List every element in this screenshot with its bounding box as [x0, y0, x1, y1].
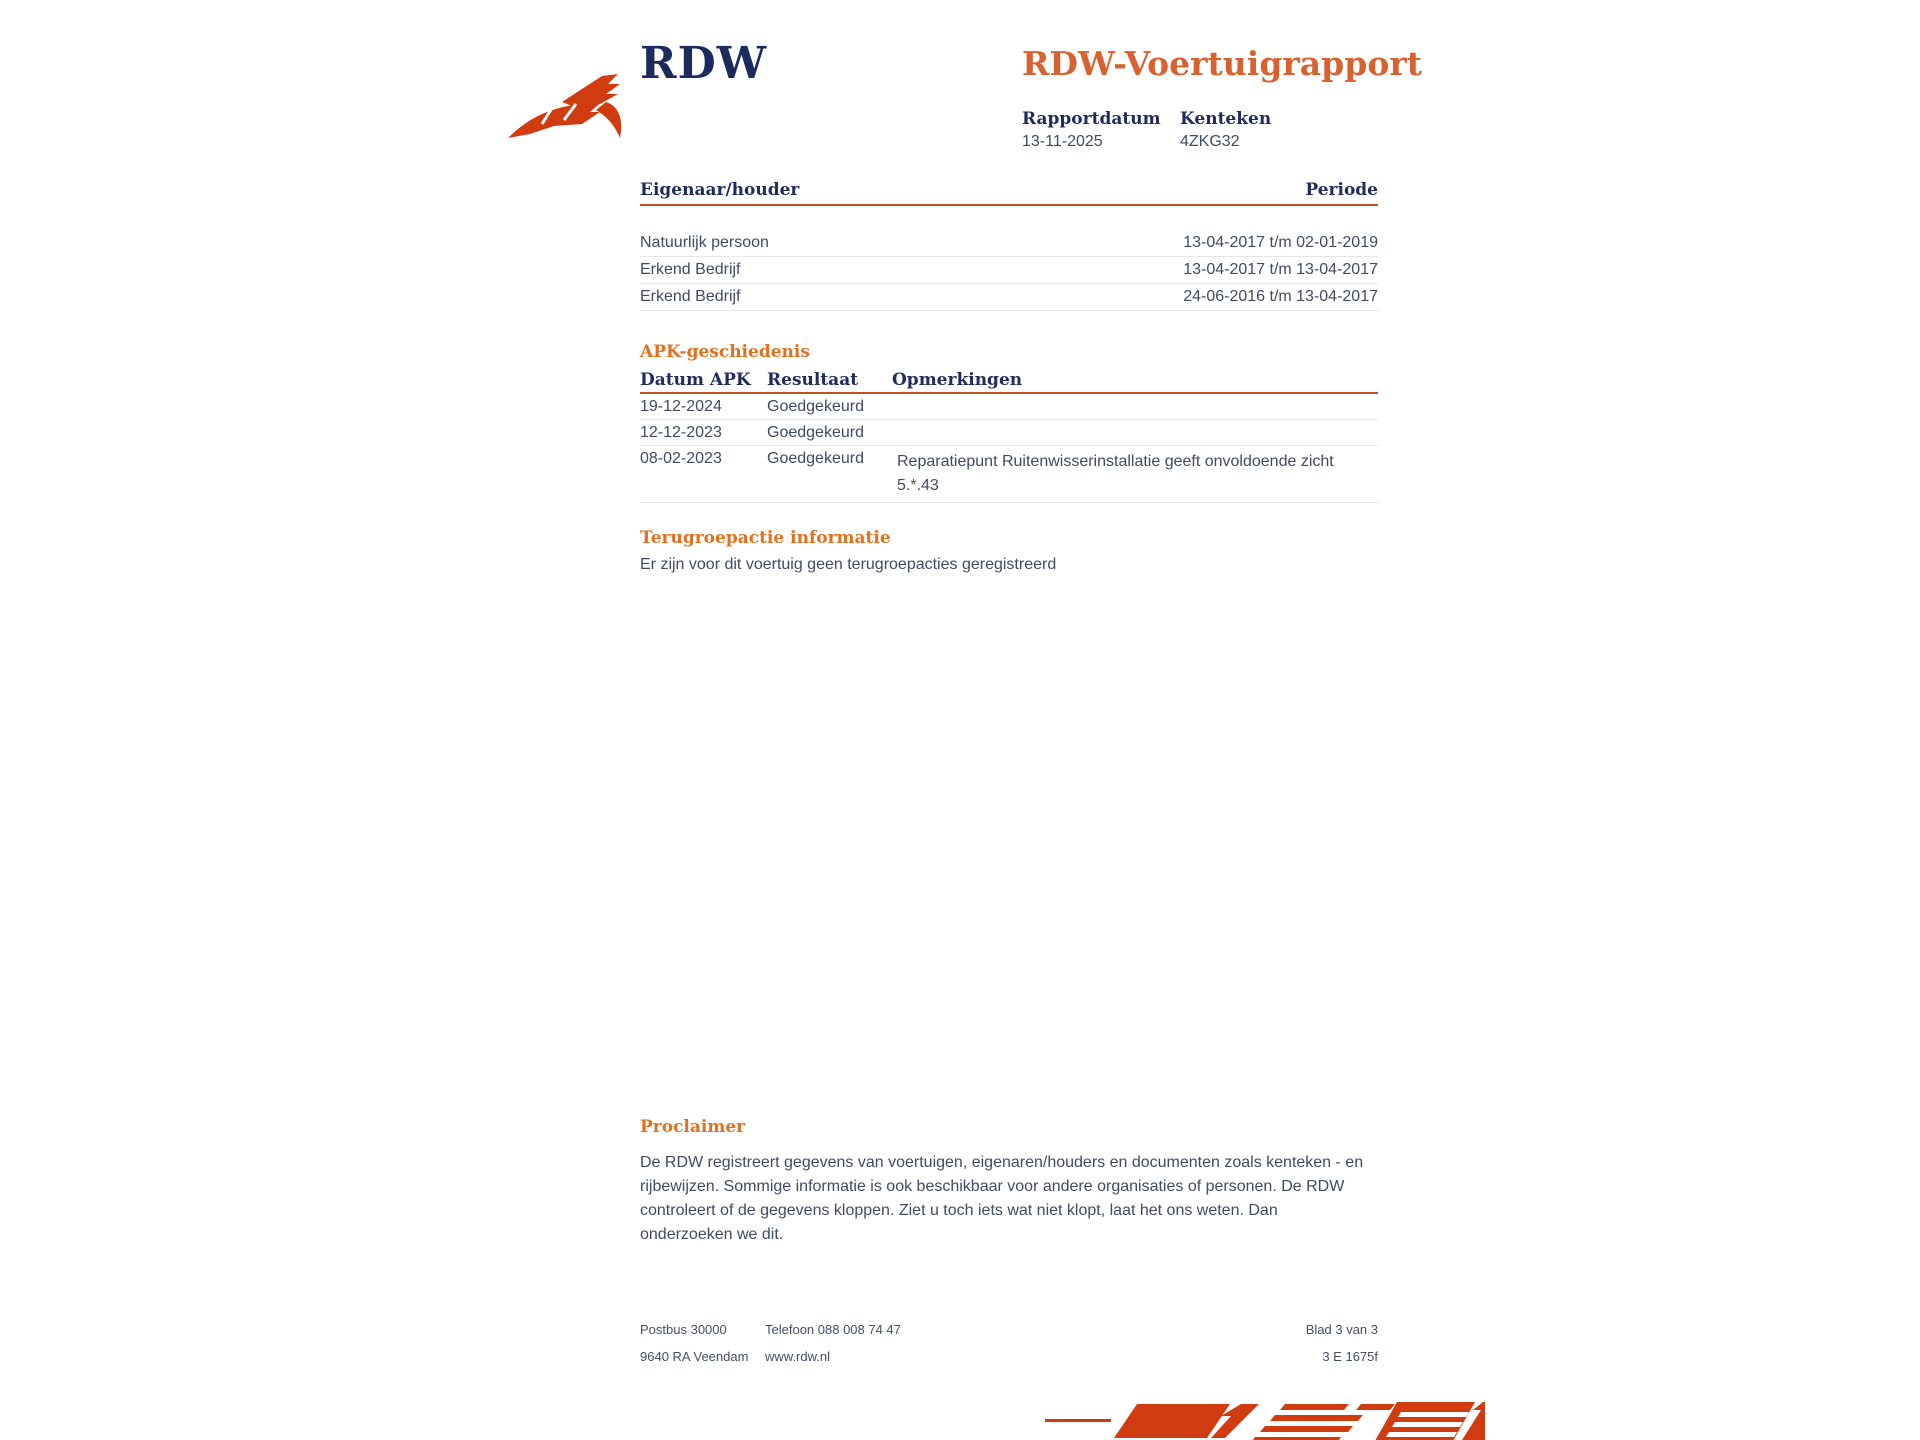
apk-resultaat: Goedgekeurd	[767, 450, 864, 467]
owner-table-row	[640, 284, 1378, 311]
apk-datum: 12-12-2023	[640, 424, 722, 441]
apk-column-opmerkingen: Opmerkingen	[892, 370, 1023, 390]
owner-column-header: Eigenaar/houder	[640, 180, 800, 200]
recall-text: Er zijn voor dit voertuig geen terugroepacties geregistreerd	[640, 556, 1057, 573]
owner-type: Natuurlijk persoon	[640, 234, 769, 251]
footer-address-line2: 9640 RA Veendam	[640, 1349, 749, 1364]
apk-table-row	[640, 446, 1378, 503]
apk-opmerking	[897, 450, 1378, 498]
recall-section-heading: Terugroepactie informatie	[640, 528, 891, 548]
owner-period: 24-06-2016 t/m 13-04-2017	[1183, 288, 1378, 305]
proclaimer-heading: Proclaimer	[640, 1117, 746, 1137]
apk-section-heading: APK-geschiedenis	[640, 342, 810, 362]
owner-header-rule	[640, 204, 1378, 206]
proclaimer-text: De RDW registreert gegevens van voertuigen, eigenaren/houders en documenten zoals kenteken - en rijbewijzen. Sommige informatie is ook beschikbaar voor andere organisaties of personen. De RDW controleert of de gegevens kloppen. Ziet u toch iets wat niet klopt, laat het ons weten. Dan onderzoeken we dit.	[640, 1154, 1364, 1243]
proclaimer-section	[640, 1117, 1370, 1247]
apk-resultaat: Goedgekeurd	[767, 398, 864, 415]
apk-opmerking	[897, 424, 1378, 441]
owner-table-row	[640, 230, 1378, 257]
footer-phone: Telefoon 088 008 74 47	[765, 1322, 901, 1337]
page-title: RDW-Voertuigrapport	[1022, 44, 1422, 83]
owner-period: 13-04-2017 t/m 13-04-2017	[1183, 261, 1378, 278]
apk-column-datum: Datum APK	[640, 370, 751, 390]
apk-opmerking-line2: 5.*.43	[897, 477, 939, 494]
owner-type: Erkend Bedrijf	[640, 261, 741, 278]
owner-section	[640, 180, 1378, 311]
footer-doc-code: 3 E 1675f	[1322, 1349, 1378, 1364]
rdw-logo-icon	[506, 60, 626, 140]
apk-table-row	[640, 420, 1378, 446]
apk-table-row	[640, 394, 1378, 420]
recall-section	[640, 528, 1378, 574]
owner-period: 13-04-2017 t/m 02-01-2019	[1183, 234, 1378, 251]
apk-resultaat: Goedgekeurd	[767, 424, 864, 441]
footer-page-number: Blad 3 van 3	[1305, 1322, 1378, 1337]
apk-opmerking	[897, 398, 1378, 415]
footer-speed-graphic-icon	[1045, 1398, 1485, 1440]
apk-section	[640, 342, 1378, 503]
owner-type: Erkend Bedrijf	[640, 288, 741, 305]
footer-website: www.rdw.nl	[765, 1349, 831, 1364]
apk-opmerking-line1: Reparatiepunt Ruitenwisserinstallatie geeft onvoldoende zicht	[897, 453, 1334, 470]
apk-datum: 19-12-2024	[640, 398, 722, 415]
owner-table-row	[640, 257, 1378, 284]
apk-datum: 08-02-2023	[640, 450, 722, 467]
kenteken-label: Kenteken	[1180, 109, 1272, 129]
footer-address-line1: Postbus 30000	[640, 1322, 727, 1337]
brand-wordmark: RDW	[640, 38, 768, 89]
rapportdatum-value: 13-11-2025	[1022, 133, 1103, 150]
apk-column-resultaat: Resultaat	[767, 370, 859, 390]
periode-column-header: Periode	[1305, 180, 1378, 200]
kenteken-value: 4ZKG32	[1180, 133, 1240, 150]
rapportdatum-label: Rapportdatum	[1022, 109, 1161, 129]
